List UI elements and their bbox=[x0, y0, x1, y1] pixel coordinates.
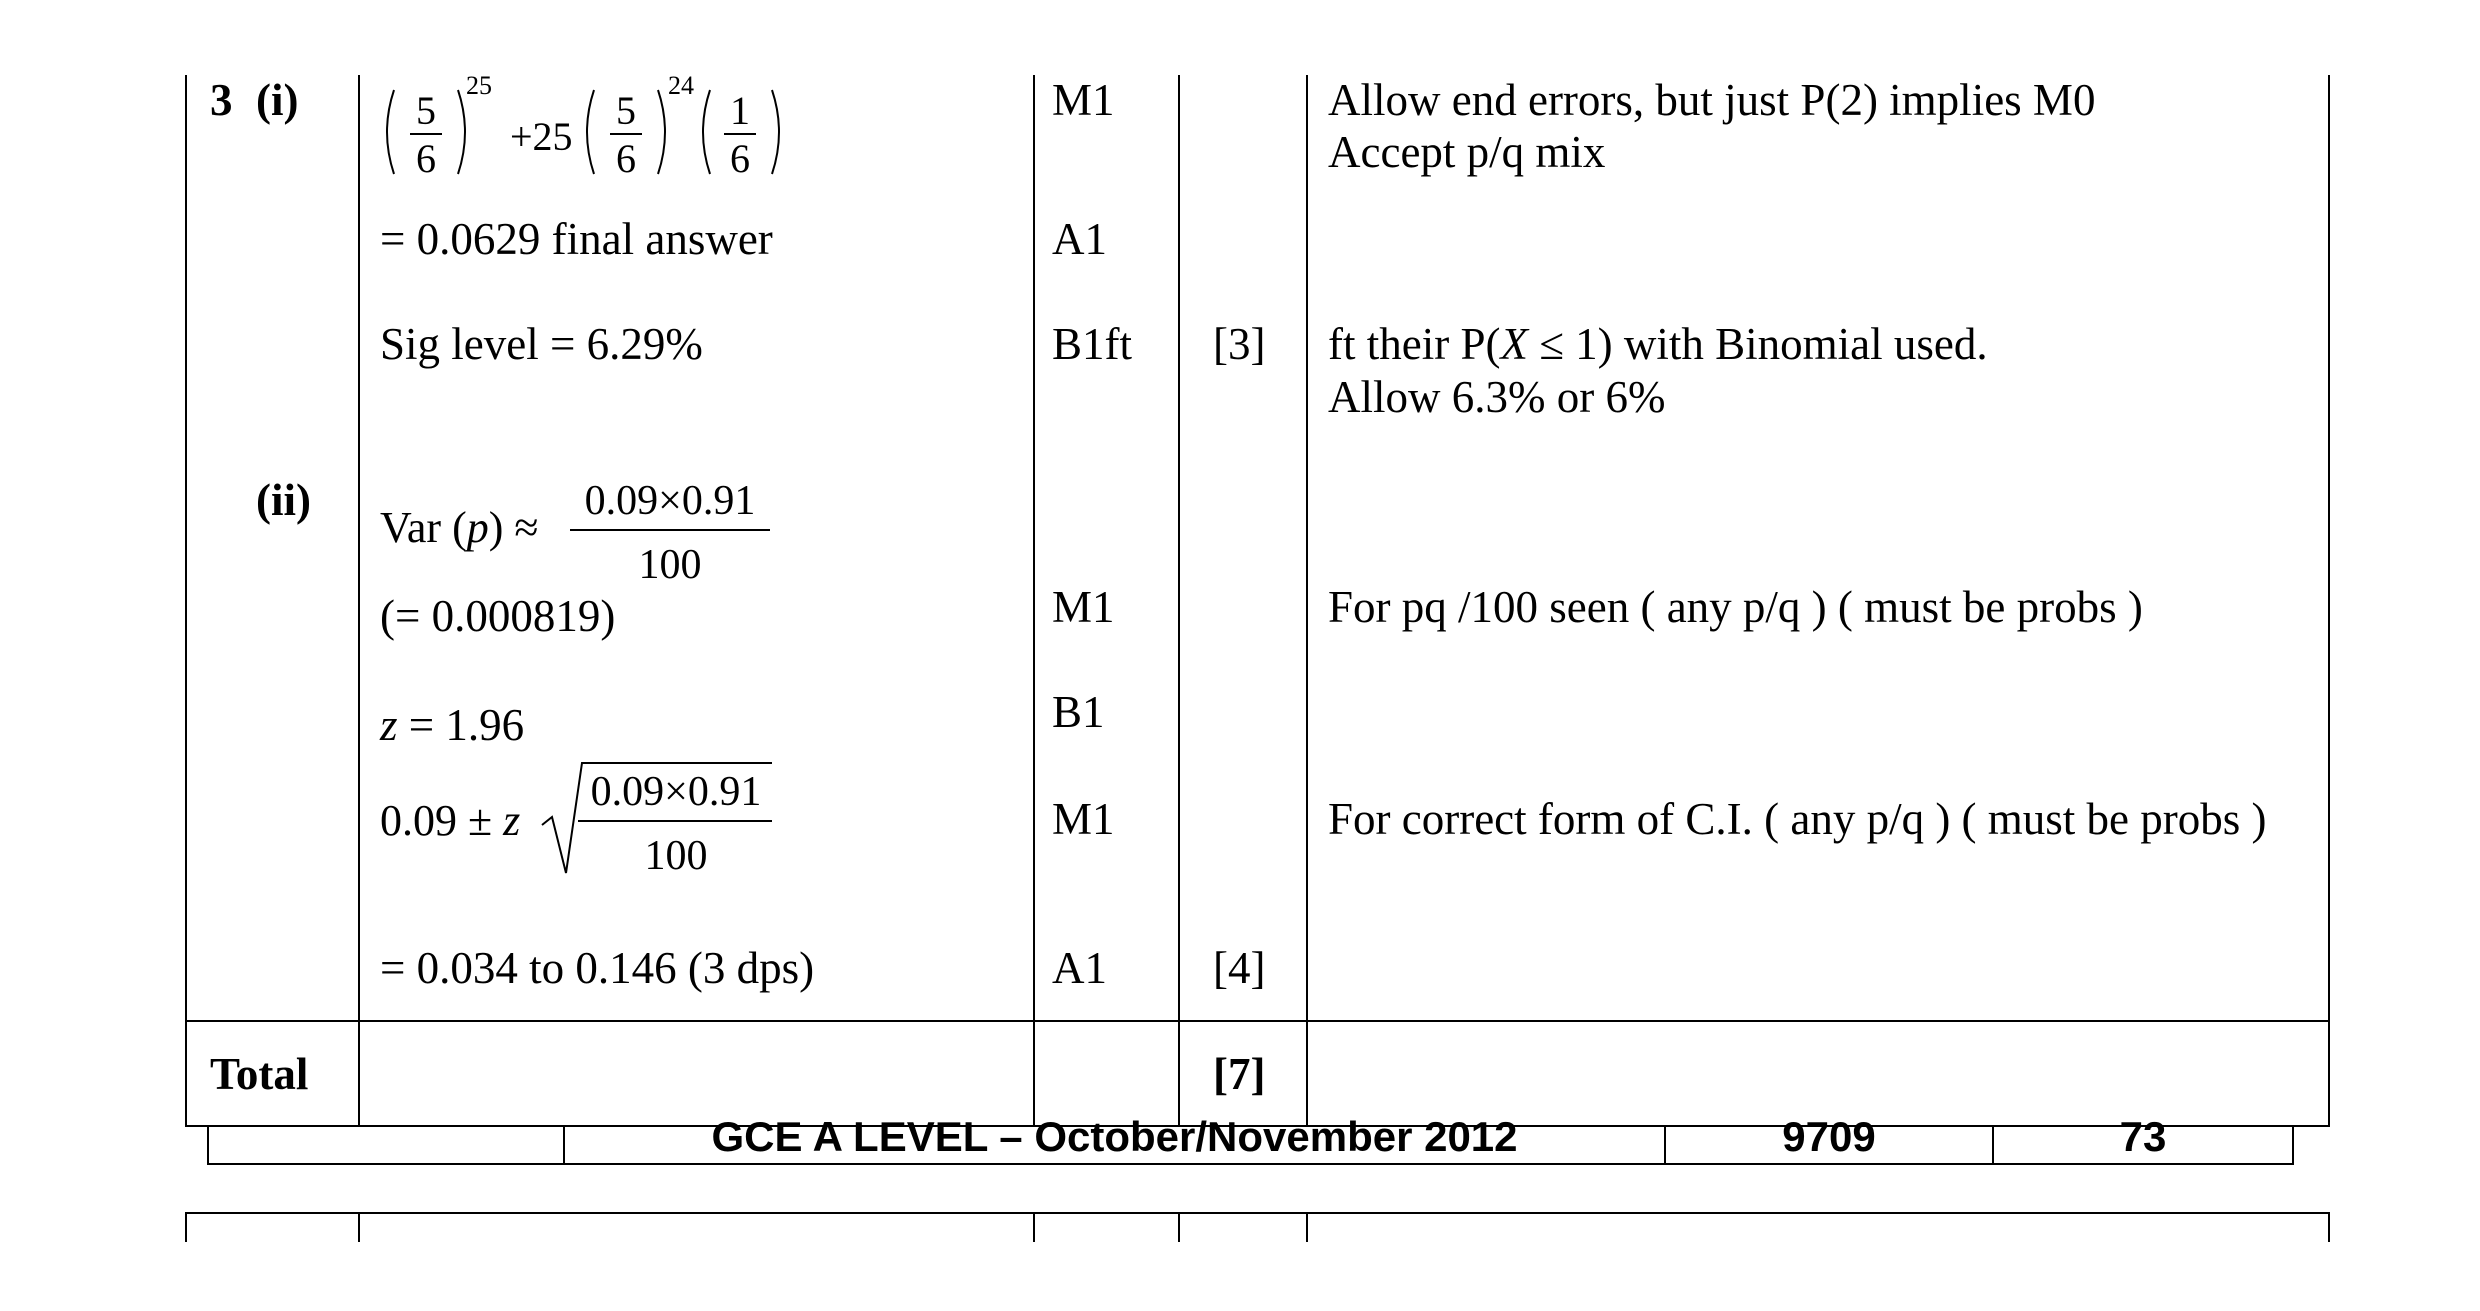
next-table-divider-2 bbox=[1033, 1212, 1035, 1242]
footer-bottom-border bbox=[207, 1163, 2294, 1165]
coef: +25 bbox=[510, 114, 573, 159]
frac-a-num: 5 bbox=[416, 88, 436, 133]
footer-border-left bbox=[207, 1125, 209, 1165]
total-label: Total bbox=[210, 1049, 309, 1099]
total-marks: [7] bbox=[1213, 1049, 1266, 1099]
ci-denominator: 100 bbox=[644, 833, 708, 879]
total-row-top-border bbox=[185, 1020, 2330, 1022]
part-ii-label: (ii) bbox=[256, 475, 311, 525]
footer-border-right bbox=[2292, 1125, 2294, 1165]
syllabus-code: 9709 bbox=[1782, 1113, 1876, 1160]
next-table-divider-4 bbox=[1306, 1212, 1308, 1242]
z-value-line: z = 1.96 bbox=[380, 700, 525, 750]
exp-b: 24 bbox=[668, 71, 694, 100]
mark-ii-1: M1 bbox=[1052, 582, 1115, 632]
frac-a-den: 6 bbox=[416, 136, 436, 181]
ci-numerator: 0.09×0.91 bbox=[590, 769, 762, 815]
paper-number: 73 bbox=[2119, 1113, 2167, 1160]
guidance-i-line-4: Allow 6.3% or 6% bbox=[1328, 372, 1666, 422]
mark-i-2: A1 bbox=[1052, 214, 1107, 264]
variance-value: (= 0.000819) bbox=[380, 591, 616, 641]
ci-result: = 0.034 to 0.146 (3 dps) bbox=[380, 943, 815, 993]
guidance-ii-line-1: For pq /100 seen ( any p/q ) ( must be probs ) bbox=[1328, 582, 2143, 632]
part-i-label: (i) bbox=[256, 75, 299, 125]
column-divider-1 bbox=[358, 75, 360, 1127]
mark-ii-3: M1 bbox=[1052, 794, 1115, 844]
table-border-right bbox=[2328, 75, 2330, 1127]
confidence-interval-expression bbox=[380, 755, 820, 879]
mark-i-1: M1 bbox=[1052, 75, 1115, 125]
exp-a: 25 bbox=[466, 71, 492, 100]
mark-ii-2: B1 bbox=[1052, 687, 1105, 737]
subtotal-ii: [4] bbox=[1213, 943, 1266, 993]
column-divider-4 bbox=[1306, 75, 1308, 1127]
var-numerator: 0.09×0.91 bbox=[584, 478, 756, 524]
svg-text:Var (p) ≈: Var (p) ≈ bbox=[380, 503, 539, 552]
next-table-border-right bbox=[2328, 1212, 2330, 1242]
next-table-top-border bbox=[185, 1212, 2330, 1214]
guidance-ii-line-2: For correct form of C.I. ( any p/q ) ( must be probs ) bbox=[1328, 794, 2267, 844]
variance-expression bbox=[380, 470, 800, 588]
next-table-divider-3 bbox=[1178, 1212, 1180, 1242]
next-table-divider-1 bbox=[358, 1212, 360, 1242]
svg-text:0.09 ± z: 0.09 ± z bbox=[380, 796, 521, 845]
final-answer-line: = 0.0629 final answer bbox=[380, 214, 773, 264]
frac-b-num: 5 bbox=[616, 88, 636, 133]
syllabus-title: GCE A LEVEL – October/November 2012 bbox=[711, 1113, 1518, 1160]
guidance-i-line-2: Accept p/q mix bbox=[1328, 127, 1606, 177]
binomial-expression bbox=[380, 70, 800, 200]
column-divider-3 bbox=[1178, 75, 1180, 1127]
table-border-left bbox=[185, 75, 187, 1127]
var-denominator: 100 bbox=[638, 542, 702, 588]
guidance-i-line-3: ft their P(X ≤ 1) with Binomial used. bbox=[1328, 319, 1988, 369]
mark-ii-4: A1 bbox=[1052, 943, 1107, 993]
frac-c-num: 1 bbox=[730, 88, 750, 133]
subtotal-i: [3] bbox=[1213, 319, 1266, 369]
next-table-border-left bbox=[185, 1212, 187, 1242]
frac-b-den: 6 bbox=[616, 136, 636, 181]
guidance-i-line-1: Allow end errors, but just P(2) implies M0 bbox=[1328, 75, 2096, 125]
sig-level-line: Sig level = 6.29% bbox=[380, 319, 703, 369]
mark-i-3: B1ft bbox=[1052, 319, 1133, 369]
column-divider-2 bbox=[1033, 75, 1035, 1127]
question-number: 3 bbox=[210, 75, 233, 125]
frac-c-den: 6 bbox=[730, 136, 750, 181]
